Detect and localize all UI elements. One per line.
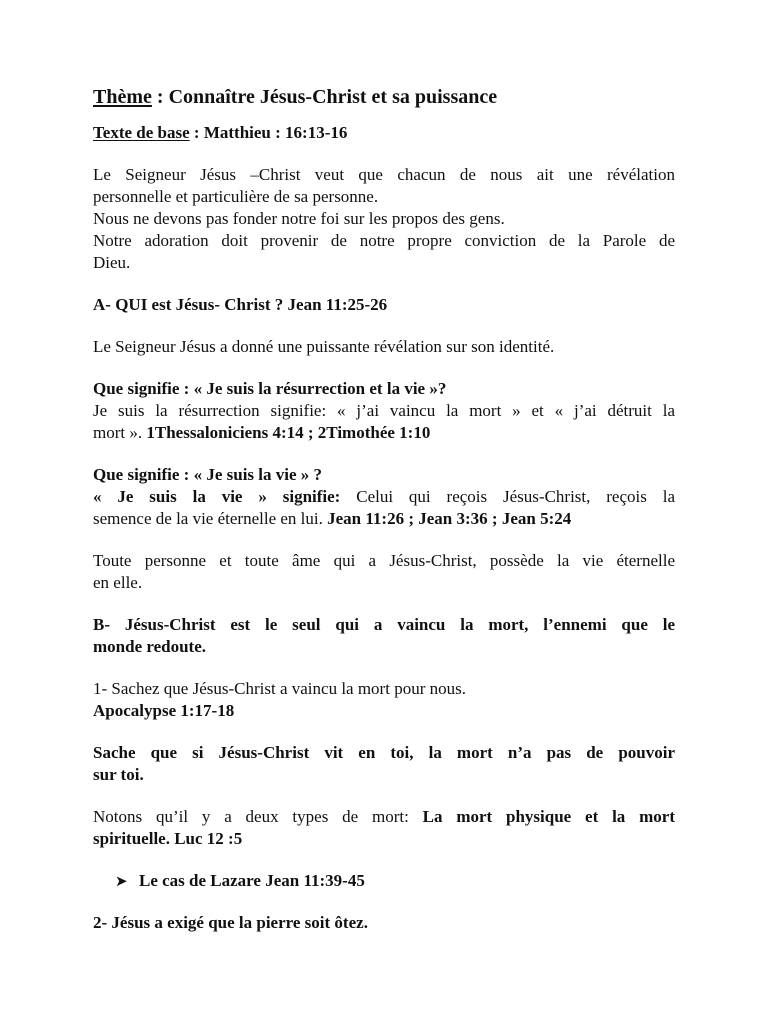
- point-1-text: 1- Sachez que Jésus-Christ a vaincu la mort pour nous.: [93, 679, 466, 698]
- question-life-bold: « Je suis la vie » signifie:: [93, 487, 341, 506]
- question-life-line: [93, 508, 675, 530]
- eternal-life-line: en elle.: [93, 573, 143, 592]
- eternal-life-paragraph: [93, 550, 675, 594]
- notons-paragraph: [93, 806, 675, 850]
- intro-line: Nous ne devons pas fonder notre foi sur les propos des gens.: [93, 209, 505, 228]
- intro-paragraph: [93, 164, 675, 274]
- point-2: 2- Jésus a exigé que la pierre soit ôtez.: [93, 913, 368, 932]
- intro-line: Dieu.: [93, 253, 131, 272]
- notons-bold: La mort physique et la mort: [422, 807, 675, 826]
- question-resurrection-line: [93, 422, 675, 444]
- question-resurrection-heading: Que signifie : « Je suis la résurrection et la vie »?: [93, 379, 447, 398]
- base-text-separator: :: [189, 123, 204, 142]
- question-resurrection-refs: 1Thessaloniciens 4:14 ; 2Timothée 1:10: [146, 423, 431, 442]
- notons-text: Notons qu’il y a deux types de mort:: [93, 807, 423, 826]
- question-resurrection-line: Je suis la résurrection signifie: « j’ai vaincu la mort » et « j’ai détruit la: [93, 401, 675, 420]
- section-b-line: monde redoute.: [93, 637, 207, 656]
- section-b-line: B- Jésus-Christ est le seul qui a vaincu la mort, l’ennemi que le: [93, 615, 675, 634]
- question-resurrection: [93, 378, 675, 444]
- base-text-label: Texte de base: [93, 123, 190, 142]
- question-life-text: Celui qui reçois Jésus-Christ, reçois la: [340, 487, 675, 506]
- notons-line: spirituelle. Luc 12 :5: [93, 829, 243, 848]
- notons-line: [93, 806, 675, 828]
- sache-paragraph: [93, 742, 675, 786]
- question-life-heading: Que signifie : « Je suis la vie » ?: [93, 465, 323, 484]
- document-body: [93, 84, 675, 934]
- lazare-bullet-item: [93, 870, 675, 892]
- title-separator: :: [151, 86, 169, 108]
- point-1-reference: Apocalypse 1:17-18: [93, 701, 235, 720]
- section-b-heading: [93, 614, 675, 658]
- intro-line: Notre adoration doit provenir de notre propre conviction de la Parole de: [93, 231, 675, 250]
- question-life-line: [93, 486, 675, 508]
- sache-line: Sache que si Jésus-Christ vit en toi, la mort n’a pas de pouvoir: [93, 743, 675, 762]
- section-a-heading: A- QUI est Jésus- Christ ? Jean 11:25-26: [93, 295, 388, 314]
- eternal-life-line: Toute personne et toute âme qui a Jésus-Christ, possède la vie éternelle: [93, 551, 675, 570]
- base-text-reference: Matthieu : 16:13-16: [203, 123, 348, 142]
- arrowhead-bullet-icon: ➤: [115, 872, 128, 890]
- title-text: Connaître Jésus-Christ et sa puissance: [168, 86, 498, 108]
- title-label: Thème: [93, 86, 152, 108]
- point-1: [93, 678, 675, 722]
- question-life-text: semence de la vie éternelle en lui.: [93, 509, 328, 528]
- question-life-refs: Jean 11:26 ; Jean 3:36 ; Jean 5:24: [327, 509, 572, 528]
- question-resurrection-text: mort ».: [93, 423, 147, 442]
- question-life: [93, 464, 675, 530]
- sache-line: sur toi.: [93, 765, 144, 784]
- document-title: [93, 84, 675, 110]
- intro-line: personnelle et particulière de sa personne.: [93, 187, 379, 206]
- intro-line: Le Seigneur Jésus –Christ veut que chacun de nous ait une révélation: [93, 165, 675, 184]
- base-text-line: [93, 122, 675, 144]
- lazare-bullet-text: Le cas de Lazare Jean 11:39-45: [139, 871, 365, 890]
- section-a-text: Le Seigneur Jésus a donné une puissante révélation sur son identité.: [93, 337, 555, 356]
